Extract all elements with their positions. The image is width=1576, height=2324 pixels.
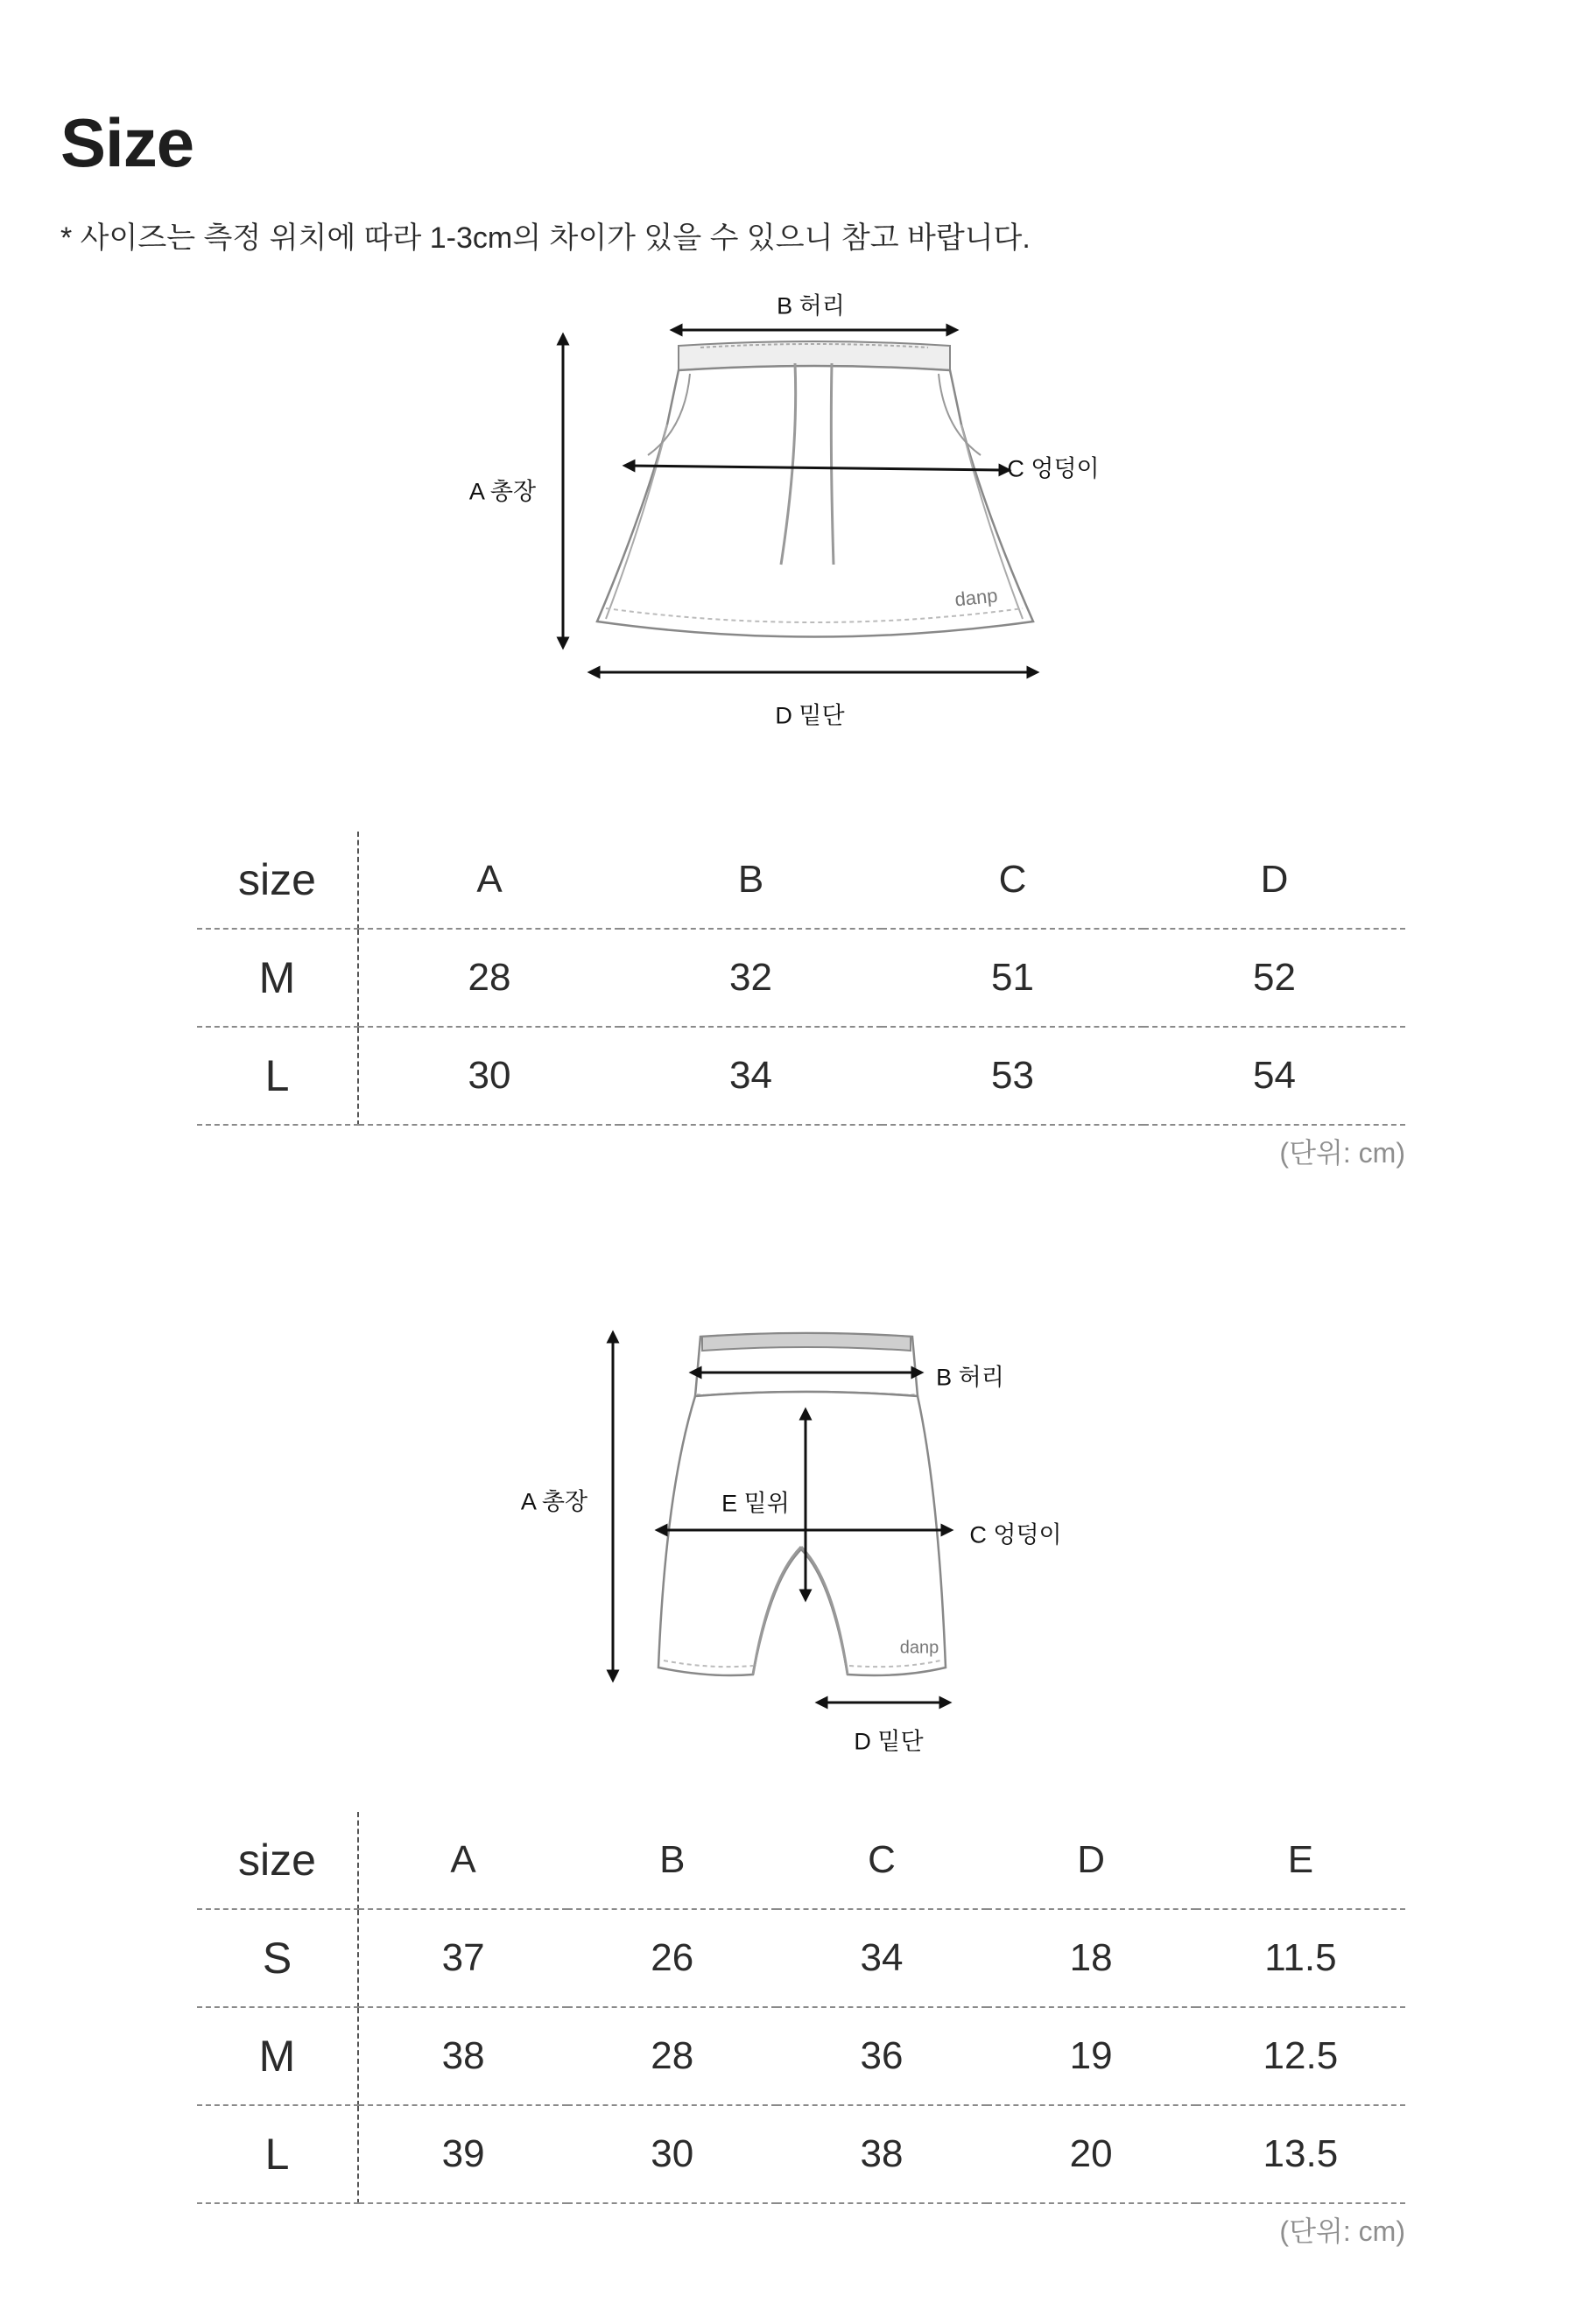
- value-cell: 30: [358, 1027, 620, 1125]
- table-header-row: [197, 832, 1405, 929]
- table-row: [197, 929, 1405, 1027]
- header-a: A: [358, 1812, 567, 1909]
- value-cell: 30: [567, 2105, 777, 2203]
- shorts-label-e: E 밑위: [721, 1490, 790, 1517]
- shorts-label-c: C 엉덩이: [969, 1521, 1062, 1548]
- value-cell: 52: [1143, 929, 1405, 1027]
- value-cell: 38: [358, 2007, 567, 2105]
- value-cell: 34: [620, 1027, 882, 1125]
- header-a: A: [358, 832, 620, 929]
- size-cell: M: [197, 929, 358, 1027]
- header-b: B: [620, 832, 882, 929]
- skirt-illustration: [438, 276, 1138, 740]
- skirt-brand-mark: danp: [953, 584, 999, 611]
- table-row: [197, 2105, 1405, 2203]
- value-cell: 12.5: [1196, 2007, 1405, 2105]
- size-cell: L: [197, 1027, 358, 1125]
- header-e: E: [1196, 1812, 1405, 1909]
- value-cell: 19: [987, 2007, 1196, 2105]
- value-cell: 53: [882, 1027, 1143, 1125]
- size-note: * 사이즈는 측정 위치에 따라 1-3cm의 차이가 있을 수 있으니 참고 바랍니다.: [60, 221, 1031, 255]
- header-d: D: [987, 1812, 1196, 1909]
- skirt-label-c: C 엉덩이: [1007, 455, 1100, 482]
- shorts-label-b: B 허리: [936, 1364, 1004, 1391]
- value-cell: 37: [358, 1909, 567, 2007]
- value-cell: 11.5: [1196, 1909, 1405, 2007]
- shorts-diagram: [490, 1317, 1103, 1755]
- value-cell: 51: [882, 929, 1143, 1027]
- shorts-brand-mark: danp: [899, 1638, 939, 1658]
- skirt-label-a: A 총장: [468, 478, 537, 505]
- value-cell: 32: [620, 929, 882, 1027]
- value-cell: 28: [567, 2007, 777, 2105]
- value-cell: 28: [358, 929, 620, 1027]
- shorts-label-d: D 밑단: [854, 1728, 924, 1755]
- skirt-size-table: [197, 832, 1405, 1126]
- header-c: C: [777, 1812, 986, 1909]
- table-header-row: [197, 1812, 1405, 1909]
- shorts-unit-label: (단위: cm): [1279, 2215, 1405, 2247]
- page-title: Size: [60, 104, 194, 181]
- table-row: [197, 1909, 1405, 2007]
- value-cell: 38: [777, 2105, 986, 2203]
- shorts-size-table: [197, 1812, 1405, 2204]
- table-row: [197, 2007, 1405, 2105]
- value-cell: 26: [567, 1909, 777, 2007]
- size-cell: L: [197, 2105, 358, 2203]
- header-size: size: [197, 832, 358, 929]
- header-size: size: [197, 1812, 358, 1909]
- value-cell: 39: [358, 2105, 567, 2203]
- skirt-label-b: B 허리: [777, 292, 845, 319]
- skirt-diagram: [438, 276, 1138, 740]
- value-cell: 20: [987, 2105, 1196, 2203]
- skirt-label-d: D 밑단: [775, 702, 845, 729]
- size-cell: S: [197, 1909, 358, 2007]
- value-cell: 34: [777, 1909, 986, 2007]
- size-cell: M: [197, 2007, 358, 2105]
- table-row: [197, 1027, 1405, 1125]
- shorts-label-a: A 총장: [520, 1488, 588, 1515]
- value-cell: 13.5: [1196, 2105, 1405, 2203]
- header-b: B: [567, 1812, 777, 1909]
- skirt-unit-label: (단위: cm): [1279, 1137, 1405, 1169]
- header-c: C: [882, 832, 1143, 929]
- header-d: D: [1143, 832, 1405, 929]
- value-cell: 36: [777, 2007, 986, 2105]
- value-cell: 18: [987, 1909, 1196, 2007]
- value-cell: 54: [1143, 1027, 1405, 1125]
